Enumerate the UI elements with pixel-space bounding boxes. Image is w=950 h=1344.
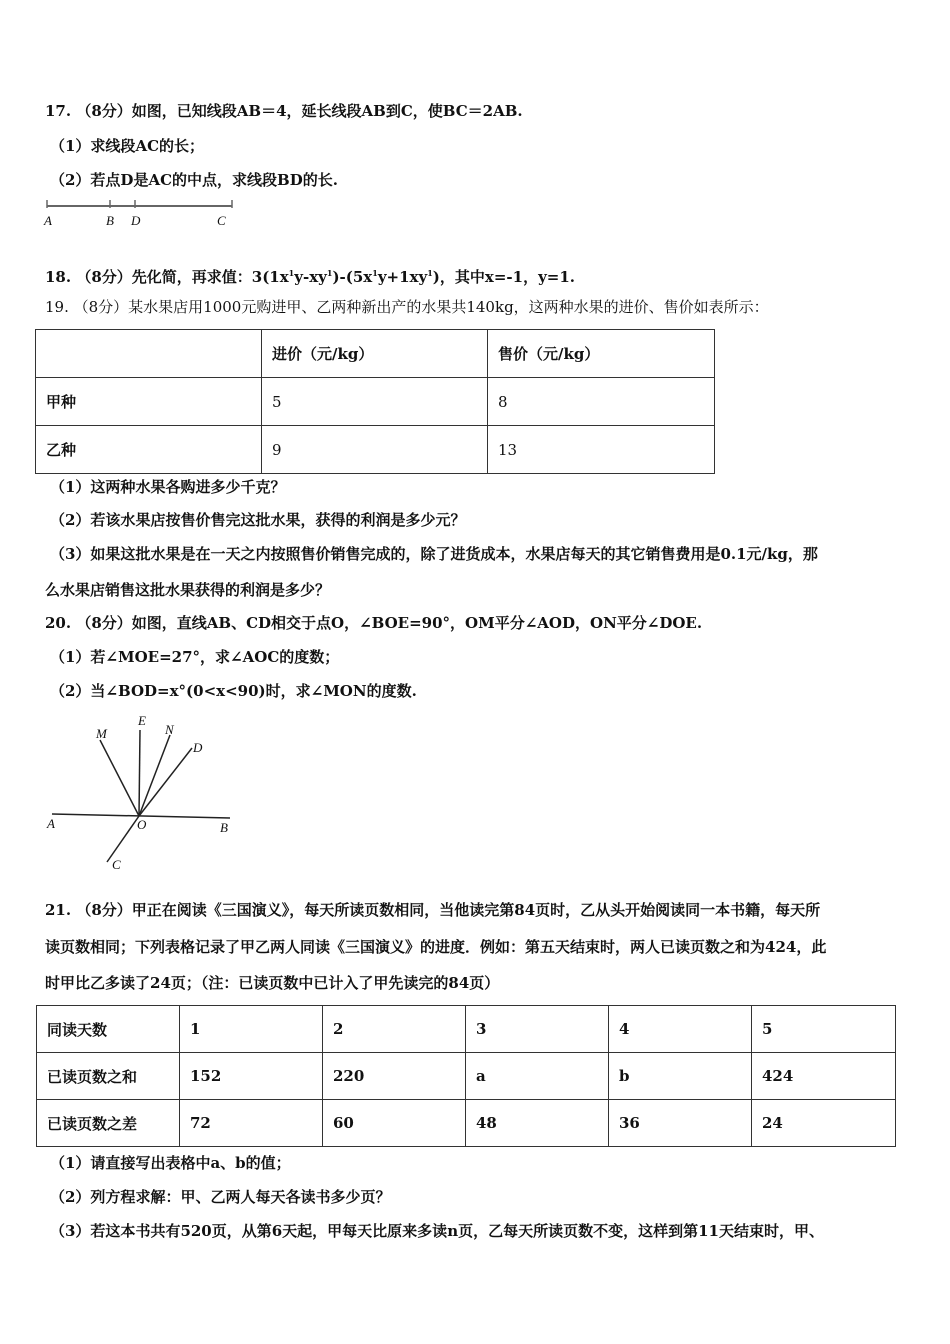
q18-sup: 1 [427, 268, 433, 278]
table-cell: 乙种 [36, 426, 262, 474]
table-cell: 152 [180, 1053, 323, 1100]
q18-text: )，其中x=-1，y=1. [432, 268, 576, 286]
table-row [36, 330, 715, 378]
q18-text: )-(5x [332, 268, 373, 286]
q20-part1: （1）若∠MOE=27°，求∠AOC的度数； [50, 648, 340, 666]
table-row [37, 1053, 896, 1100]
table-cell: a [466, 1053, 609, 1100]
q18-sup: 1 [372, 268, 378, 278]
table-cell: 424 [752, 1053, 896, 1100]
q20-angle-figure [40, 710, 250, 880]
q21-stem-line2: 读页数相同；下列表格记录了甲乙两人同读《三国演义》的进度．例如：第五天结束时，两人已读页数之和为424，此 [45, 938, 827, 956]
table-cell: 48 [466, 1100, 609, 1147]
table-cell: 1 [180, 1006, 323, 1053]
q18-text: y-xy [294, 268, 327, 286]
table-cell: 2 [323, 1006, 466, 1053]
table-cell: 5 [262, 378, 488, 426]
q20-label-c: C [112, 857, 121, 872]
q19-part2: （2）若该水果店按售价售完这批水果，获得的利润是多少元？ [50, 511, 466, 529]
q21-part1: （1）请直接写出表格中a、b的值； [50, 1154, 291, 1172]
table-cell: b [609, 1053, 752, 1100]
q20-label-m: M [96, 726, 107, 741]
q17-part2: （2）若点D是AC的中点，求线段BD的长. [50, 171, 338, 189]
table-row [36, 426, 715, 474]
q21-part2: （2）列方程求解：甲、乙两人每天各读书多少页？ [50, 1188, 391, 1206]
q17-segment-figure [40, 198, 240, 212]
table-cell: 36 [609, 1100, 752, 1147]
q17-stem: 17. （8分）如图，已知线段AB＝4，延长线段AB到C，使BC＝2AB. [45, 102, 523, 120]
table-cell: 72 [180, 1100, 323, 1147]
q17-label-d: D [131, 213, 141, 228]
table-row [37, 1100, 896, 1147]
q21-progress-table [36, 1005, 896, 1147]
q18-sup: 1 [326, 268, 333, 278]
table-row [37, 1006, 896, 1053]
table-header: 进价（元/kg） [262, 330, 488, 378]
q20-part2: （2）当∠BOD=x°(0<x<90)时，求∠MON的度数. [50, 682, 417, 700]
table-cell: 24 [752, 1100, 896, 1147]
q17-label-c: C [217, 213, 226, 228]
q21-stem-line1: 21. （8分）甲正在阅读《三国演义》，每天所读页数相同，当他读完第84页时，乙从头开始阅读同一本书籍，每天所 [45, 901, 821, 919]
table-cell: 8 [488, 378, 715, 426]
q20-label-o: O [137, 817, 147, 832]
table-cell: 甲种 [36, 378, 262, 426]
q19-price-table [35, 329, 715, 474]
q18-sup: 1 [288, 268, 295, 278]
q20-label-d: D [193, 740, 203, 755]
q18-text: 18. （8分）先化简，再求值：3(1x [45, 268, 289, 286]
q19-part3: （3）如果这批水果是在一天之内按照售价销售完成的，除了进货成本，水果店每天的其它销售费用是0.1元/kg，那 [50, 545, 818, 563]
table-cell: 220 [323, 1053, 466, 1100]
table-cell [36, 330, 262, 378]
q20-stem: 20. （8分）如图，直线AB、CD相交于点O，∠BOE=90°，OM平分∠AOD，ON平分∠DOE. [45, 614, 703, 632]
q18-stem [45, 263, 575, 287]
q19-part1: （1）这两种水果各购进多少千克？ [50, 478, 286, 496]
q17-part1: （1）求线段AC的长； [50, 137, 205, 155]
q19-stem: 19. （8分）某水果店用1000元购进甲、乙两种新出产的水果共140kg，这两种水果的进价、售价如表所示： [45, 298, 769, 316]
table-header: 售价（元/kg） [488, 330, 715, 378]
table-cell: 同读天数 [37, 1006, 180, 1053]
table-cell: 5 [752, 1006, 896, 1053]
table-cell: 已读页数之和 [37, 1053, 180, 1100]
table-cell: 4 [609, 1006, 752, 1053]
q17-label-b: B [106, 213, 114, 228]
table-row [36, 378, 715, 426]
q20-label-b: B [220, 820, 228, 835]
table-cell: 60 [323, 1100, 466, 1147]
q20-label-n: N [165, 722, 174, 737]
q19-part3-cont: 么水果店销售这批水果获得的利润是多少？ [45, 581, 331, 599]
q21-part3: （3）若这本书共有520页，从第6天起，甲每天比原来多读n页，乙每天所读页数不变，这样到第11天结束时，甲、 [50, 1222, 824, 1240]
table-cell: 9 [262, 426, 488, 474]
q18-text: y+1xy [377, 268, 428, 286]
q17-label-a: A [44, 213, 52, 228]
table-cell: 13 [488, 426, 715, 474]
table-cell: 3 [466, 1006, 609, 1053]
q20-label-e: E [138, 713, 146, 728]
table-cell: 已读页数之差 [37, 1100, 180, 1147]
q20-label-a: A [47, 816, 55, 831]
q21-stem-line3: 时甲比乙多读了24页；（注：已读页数中已计入了甲先读完的84页） [45, 974, 500, 992]
